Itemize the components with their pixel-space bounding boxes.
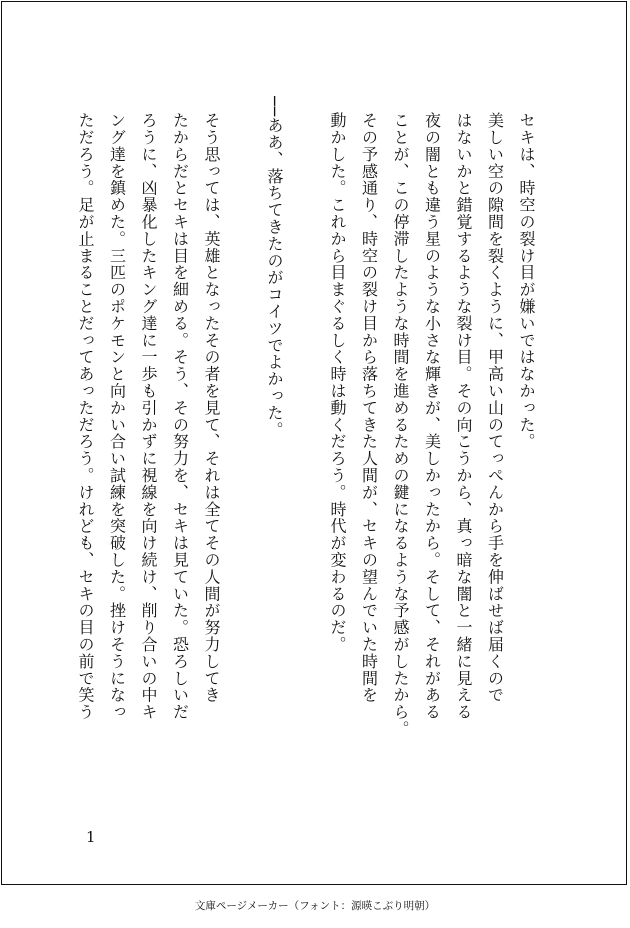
text-column: ろうに、凶暴化したキング達に一歩も引かずに視線を向け続け、削り合いの中キ [139, 112, 158, 721]
text-column: はないかと錯覚するような裂け目。その向こうから、真っ暗な闇と一緒に見える [454, 112, 473, 721]
text-column: ──ああ、落ちてきたのがコイツでよかった。 [265, 96, 284, 439]
footer-credit: 文庫ページメーカー（フォント：源暎こぶり明朝） [194, 900, 436, 912]
book-page [1, 1, 627, 885]
text-column: 美しい空の隙間を裂くように、甲高い山のてっぺんから手を伸ばせば届くので [485, 112, 505, 704]
text-column: ことが、この停滞したような時間を進めるための鍵になるような予感がしたから。 [391, 112, 410, 738]
text-column: 動かした。これから目まぐるしく時は動くだろう。時代が変わるのだ。 [328, 112, 347, 653]
text-column: たからだとセキは目を細める。そう、その努力を、セキは見ていた。恐ろしいだ [170, 112, 190, 721]
text-column: ただろう。足が止まることだってあっただろう。けれども、セキの目の前で笑う [76, 112, 95, 721]
text-column: その予感通り、時空の裂け目から落ちてきた人間が、セキの望んでいた時間を [359, 112, 379, 704]
text-column: そう思っては、英雄となったその者を見て、それは全てその人間が努力してき [202, 112, 221, 704]
page-number: 1 [86, 828, 96, 846]
blank-column [290, 96, 322, 796]
text-column: ング達を鎮めた。三匹のポケモンと向かい合い試練を突破した。挫けそうになっ [107, 112, 127, 721]
vertical-text-body [72, 96, 542, 796]
blank-column [227, 96, 259, 796]
text-column: 夜の闇とも違う星のような小さな輝きが、美しかったから。そして、それがある [422, 112, 442, 721]
text-column: セキは、時空の裂け目が嫌いではなかった。 [517, 112, 536, 450]
